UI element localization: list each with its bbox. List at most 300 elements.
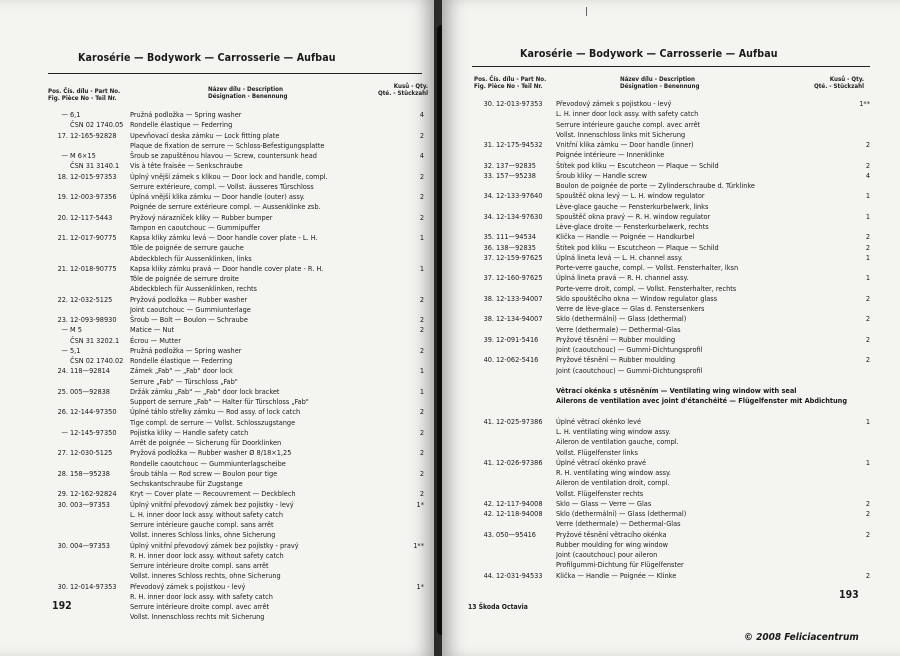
row-part-number: 12-133-97640	[496, 191, 543, 201]
row-part-number: 12-165-92828	[70, 130, 117, 140]
row-part-number: 138—92835	[496, 242, 536, 252]
parts-row	[46, 377, 424, 387]
parts-row	[46, 254, 424, 264]
parts-row	[46, 387, 424, 397]
row-part-number: M 5	[70, 325, 82, 335]
row-description: Plaque de fixation de serrure — Schloss-Befestigungsplatte	[130, 140, 325, 150]
page-header-right: Karosérie — Bodywork — Carrosserie — Aufbau	[520, 48, 778, 60]
row-description: Vnitřní klika zámku — Door handle (inner)	[556, 140, 694, 149]
row-quantity: 2	[865, 355, 870, 365]
row-description: Kryt — Cover plate — Recouvrement — Deckblech	[130, 489, 296, 499]
parts-row	[472, 509, 870, 519]
row-description: Porte-verre droit, compl. — Vollst. Fensterhalter, rechts	[556, 283, 737, 293]
row-description: Pryžový nárazníček kliky — Rubber bumper	[130, 212, 273, 222]
row-quantity: 2	[419, 345, 424, 355]
row-quantity: 1*	[416, 581, 424, 591]
row-part-number: 118—92814	[70, 366, 110, 376]
row-description: Poignée de serrure extérieure compl. — Aussenklinke zsb.	[130, 202, 321, 212]
row-description: Lève-glace droite — Fensterkurbelwerk, rechts	[556, 222, 709, 231]
row-description: Vollst. inneres Schloss links, ohne Sicherung	[130, 530, 276, 540]
row-position: 38.	[483, 314, 494, 324]
row-quantity: 1	[865, 211, 870, 221]
row-position: 42.	[483, 498, 494, 508]
parts-row	[472, 427, 870, 437]
col-header-qty-left: Kusů - Qty. Qté. - Stückzahl	[378, 83, 428, 97]
row-part-number: 12-118-94008	[496, 509, 543, 518]
row-description: Sklo (dethermální) — Glass (dethermal)	[556, 314, 687, 324]
parts-row	[472, 212, 870, 222]
parts-row	[472, 171, 870, 181]
row-part-number: 12-014-97353	[70, 581, 117, 591]
row-quantity: 1**	[413, 540, 424, 550]
parts-row	[46, 551, 424, 561]
parts-row	[472, 499, 870, 509]
row-description: Kapsa kliky zámku levá — Door handle cover plate - L. H.	[130, 233, 318, 242]
row-position: 19.	[57, 192, 68, 201]
parts-row	[46, 582, 424, 592]
row-description: Držák zámku „Fab" — „Fab" door lock bracket	[130, 386, 280, 396]
row-quantity: 2	[865, 293, 870, 303]
row-quantity: 1	[419, 233, 424, 242]
row-description: Pryžové těsnění — Rubber moulding	[556, 334, 676, 344]
row-quantity: 2	[865, 498, 870, 508]
row-description: Klička — Handle — Poignée — Klinke	[556, 570, 677, 580]
row-position: 41.	[483, 416, 494, 426]
row-description: Úplná lineta pravá — R. H. channel assy.	[556, 273, 689, 283]
left-page	[0, 0, 434, 656]
row-description: Úplná lineta levá — L. H. channel assy.	[556, 252, 683, 262]
row-position: 39.	[483, 334, 494, 344]
row-description: Úplné větrací okénko levé	[556, 416, 642, 426]
row-position: 21.	[57, 263, 68, 273]
row-position: 21.	[57, 233, 68, 242]
parts-row	[472, 396, 870, 406]
row-description: Pryžová podložka — Rubber washer	[130, 294, 248, 304]
parts-row	[472, 314, 870, 324]
parts-row	[472, 181, 870, 191]
row-description: Spouštěč okna pravý — R. H. window regulator	[556, 211, 711, 221]
row-part-number: 12-026-97386	[496, 457, 543, 467]
row-quantity: 1**	[859, 99, 870, 108]
parts-row	[472, 294, 870, 304]
row-position: 27.	[57, 448, 68, 458]
row-quantity: 1	[419, 386, 424, 396]
row-description: Serrure „Fab" — Türschloss „Fab"	[130, 376, 238, 386]
row-description: Serrure intérieure gauche compl. avec arrêt	[556, 119, 701, 129]
footnote: 13 Škoda Octavia	[468, 603, 528, 611]
row-position: 22.	[57, 294, 68, 304]
row-description: L. H. inner door lock assy. without safety catch	[130, 509, 284, 519]
row-position: 30.	[483, 99, 494, 108]
parts-row	[472, 161, 870, 171]
row-quantity: 2	[865, 140, 870, 149]
row-position: 30.	[57, 499, 68, 509]
parts-row	[472, 417, 870, 427]
row-position: 23.	[57, 315, 68, 324]
parts-row	[472, 202, 870, 212]
row-quantity: 2	[419, 407, 424, 417]
row-description: Rondelle élastique — Federring	[130, 356, 233, 365]
row-description: Sechskantschraube für Zugstange	[130, 479, 243, 488]
parts-row	[472, 489, 870, 499]
row-description: Šroub — Bolt — Boulon — Schraube	[130, 315, 248, 324]
row-quantity: 1	[865, 191, 870, 201]
row-description: Kapsa kliky zámku pravá — Door handle cover plate - R. H.	[130, 263, 324, 273]
row-description: Vis à tête fraisée — Senkschraube	[130, 161, 243, 171]
row-part-number: 12-134-94007	[496, 314, 543, 324]
row-quantity: 2	[865, 314, 870, 324]
row-description: Arrêt de poignée — Sicherung für Doorklinken	[130, 438, 282, 447]
parts-row	[46, 284, 424, 294]
row-description: Abdeckblech für Aussenklinken, rechts	[130, 284, 257, 294]
row-part-number: 6,1	[70, 110, 81, 119]
parts-row	[46, 131, 424, 141]
row-position: 30.	[57, 581, 68, 591]
row-description: Pryžové těsnění větracího okénka	[556, 529, 667, 539]
row-description: Lève-glace gauche — Fensterkurbelwerk, links	[556, 201, 709, 211]
row-part-number: 005—92838	[70, 386, 110, 396]
row-quantity: 4	[419, 110, 424, 119]
row-description: Vollst. inneres Schloss rechts, ohne Sicherung	[130, 571, 281, 581]
row-part-number: 12-015-97353	[70, 171, 117, 181]
parts-row	[472, 335, 870, 345]
row-description: Verre (dethermale) — Dethermal-Glas	[556, 519, 681, 529]
row-quantity: 4	[419, 151, 424, 160]
row-part-number: 12-003-97356	[70, 192, 117, 201]
parts-row	[46, 418, 424, 428]
row-description: Úplné táhlo střelky zámku — Rod assy. of lock catch	[130, 407, 301, 417]
row-part-number: 111—94534	[496, 232, 536, 242]
copyright-watermark: © 2008 Feliciacentrum	[744, 632, 859, 643]
row-description: Serrure intérieure droite compl. avec arrêt	[130, 602, 270, 611]
row-description: Porte-verre gauche, compl. — Vollst. Fensterhalter, lksn	[556, 263, 739, 272]
row-part-number: ČSN 02 1740.02	[70, 356, 124, 365]
row-position: 43.	[483, 529, 494, 539]
row-quantity: 2	[419, 294, 424, 304]
row-part-number: ČSN 31 3140.1	[70, 161, 120, 171]
row-description: Poignée intérieure — Innenklinke	[556, 150, 665, 160]
row-description: L. H. ventilating wing window assy.	[556, 427, 671, 436]
col-header-desc-right: Název dílu - Description Désignation - Benennung	[620, 76, 700, 90]
row-description: Sklo — Glass — Verre — Glas	[556, 498, 652, 508]
parts-row	[472, 478, 870, 488]
parts-row	[46, 561, 424, 571]
parts-row	[46, 110, 424, 120]
parts-row	[46, 612, 424, 622]
parts-row	[46, 172, 424, 182]
parts-row	[46, 397, 424, 407]
row-description: Pružná podložka — Spring washer	[130, 110, 242, 119]
row-position: 32.	[483, 160, 494, 170]
row-description: Rondelle caoutchouc — Gummiunterlagscheibe	[130, 458, 286, 468]
row-description: Joint (caoutchouc) — Gummi-Dichtungsprofil	[556, 345, 703, 354]
row-quantity: 2	[419, 130, 424, 140]
parts-row	[46, 520, 424, 530]
row-description: Pryžové těsnění — Rubber moulding	[556, 355, 676, 365]
parts-row	[46, 336, 424, 346]
row-description: Sklo spouštěcího okna — Window regulator glass	[556, 293, 718, 303]
row-description: Tige compl. de serrure — Vollst. Schlosszugstange	[130, 417, 296, 427]
parts-row	[472, 304, 870, 314]
row-position: 36.	[483, 242, 494, 252]
parts-row	[46, 295, 424, 305]
parts-row	[472, 407, 870, 417]
row-position: 34.	[483, 191, 494, 201]
row-description: Support de serrure „Fab" — Halter für Türschloss „Fab"	[130, 397, 309, 406]
row-description: Rubber moulding for wing window	[556, 539, 668, 549]
row-description: Serrure extérieure, compl. — Vollst. äusseres Türschloss	[130, 181, 314, 191]
parts-row	[472, 550, 870, 560]
parts-row	[46, 161, 424, 171]
parts-row	[472, 222, 870, 232]
row-description: Úplná vnější klika zámku — Door handle (outer) assy.	[130, 192, 305, 201]
col-header-desc-left: Název dílu - Description Désignation - Benennung	[208, 86, 288, 100]
row-quantity: 1*	[416, 499, 424, 509]
parts-row	[46, 243, 424, 253]
row-part-number: 158—95238	[70, 468, 110, 478]
row-position: 31.	[483, 140, 494, 149]
row-part-number: 050—95416	[496, 529, 536, 539]
parts-row	[46, 500, 424, 510]
row-part-number: 12-018-90775	[70, 263, 117, 273]
parts-row	[472, 109, 870, 119]
parts-row	[46, 120, 424, 130]
parts-list-left	[46, 110, 424, 623]
row-quantity: 2	[419, 315, 424, 324]
row-part-number: 004—97353	[70, 540, 110, 550]
row-quantity: 1	[419, 263, 424, 273]
parts-row	[46, 469, 424, 479]
parts-row	[46, 541, 424, 551]
parts-row	[472, 437, 870, 447]
row-quantity: 2	[865, 529, 870, 539]
row-description: Vollst. Flügelfenster links	[556, 447, 638, 457]
row-position: 26.	[57, 407, 68, 417]
parts-row	[46, 571, 424, 581]
row-description: Šroub se zapuštěnou hlavou — Screw, countersunk head	[130, 151, 317, 160]
parts-row	[46, 151, 424, 161]
row-description: Pružná podložka — Spring washer	[130, 345, 242, 355]
row-quantity: 1	[865, 416, 870, 426]
parts-row	[46, 141, 424, 151]
row-position: 20.	[57, 212, 68, 222]
row-position: 38.	[483, 293, 494, 303]
row-position: —	[61, 325, 68, 335]
row-position: 40.	[483, 355, 494, 365]
row-part-number: 12-145-97350	[70, 427, 117, 437]
row-quantity: 1	[419, 366, 424, 376]
parts-row	[472, 376, 870, 386]
page-number-left: 192	[52, 600, 72, 612]
row-part-number: ČSN 31 3202.1	[70, 335, 120, 345]
row-quantity: 2	[865, 232, 870, 242]
row-quantity: 2	[419, 325, 424, 335]
row-part-number: 137—92835	[496, 160, 536, 170]
parts-row	[46, 438, 424, 448]
row-description: Větrací okénka s utěsněním — Ventilating wing window with seal	[556, 386, 797, 395]
row-quantity: 2	[865, 509, 870, 518]
row-description: Pryžová podložka — Rubber washer Ø 8/18×1,25	[130, 448, 292, 458]
row-description: Vollst. Flügelfenster rechts	[556, 488, 644, 498]
row-description: Sklo (dethermální) — Glass (dethermal)	[556, 509, 687, 518]
row-description: Zámek „Fab" — „Fab" door lock	[130, 366, 233, 376]
row-part-number: ČSN 02 1740.05	[70, 120, 124, 130]
scan-mark: |	[585, 7, 588, 17]
row-position: —	[61, 151, 68, 160]
row-description: Joint caoutchouc — Gummiunterlage	[130, 304, 251, 314]
row-part-number: 12-062-5416	[496, 355, 539, 365]
row-position: 29.	[57, 489, 68, 499]
parts-row	[46, 202, 424, 212]
parts-row	[46, 459, 424, 469]
parts-row	[472, 150, 870, 160]
parts-row	[46, 448, 424, 458]
parts-row	[46, 428, 424, 438]
parts-row	[46, 489, 424, 499]
row-position: 41.	[483, 457, 494, 467]
row-description: Verre de lève-glace — Glas d. Fenstersenkers	[556, 304, 705, 313]
row-position: 30.	[57, 540, 68, 550]
row-part-number: 12-025-97386	[496, 416, 543, 426]
row-description: Úplné větrací okénko pravé	[556, 457, 647, 467]
parts-row	[472, 560, 870, 570]
row-description: Úplný vnější zámek s klikou — Door lock and handle, compl.	[130, 171, 328, 181]
row-quantity: 2	[419, 212, 424, 222]
parts-row	[472, 530, 870, 540]
row-quantity: 1	[865, 252, 870, 262]
row-description: Boulon de poignée de porte — Zylinderschraube d. Türklinke	[556, 181, 755, 190]
row-quantity: 2	[865, 570, 870, 580]
parts-row	[46, 346, 424, 356]
parts-row	[472, 253, 870, 263]
row-quantity: 1	[865, 273, 870, 283]
row-description: Šroub táhla — Rod screw — Boulon pour tige	[130, 468, 278, 478]
row-position: 42.	[483, 509, 494, 518]
row-description: Verre (dethermale) — Dethermal-Glas	[556, 324, 681, 334]
row-position: —	[61, 110, 68, 119]
col-header-qty-right: Kusů - Qty. Qté. - Stückzahl	[814, 76, 864, 90]
parts-row	[472, 243, 870, 253]
row-position: 34.	[483, 211, 494, 221]
parts-row	[472, 120, 870, 130]
row-description: Převodový zámek s pojistkou - levý	[130, 581, 246, 591]
parts-row	[472, 140, 870, 150]
row-description: Tampon en caoutchouc — Gummipuffer	[130, 222, 261, 232]
parts-row	[46, 510, 424, 520]
row-description: Vollst. Innenschloss links mit Sicherung	[556, 129, 686, 139]
row-part-number: 12-117-5443	[70, 212, 113, 222]
row-description: Pojistka kliky — Handle safety catch	[130, 427, 249, 437]
row-position: —	[61, 427, 68, 437]
row-quantity: 2	[419, 192, 424, 201]
right-page	[442, 0, 900, 656]
row-quantity: 2	[865, 160, 870, 170]
header-rule-left	[48, 73, 422, 74]
col-header-part-right: Pos. Čís. dílu - Part No. Fig. Pièce No - Teil Nr.	[474, 76, 547, 90]
parts-row	[46, 264, 424, 274]
row-quantity: 2	[419, 448, 424, 458]
parts-row	[472, 284, 870, 294]
row-description: Tôle de poignée de serrure droite	[130, 274, 239, 283]
parts-row	[472, 468, 870, 478]
row-description: Štítek pod kliku — Escutcheon — Plaque — Schild	[556, 160, 719, 170]
parts-row	[472, 519, 870, 529]
row-description: Rondelle élastique — Federring	[130, 120, 233, 130]
parts-row	[46, 213, 424, 223]
row-description: Écrou — Mutter	[130, 335, 181, 345]
row-description: L. H. inner door lock assy. with safety catch	[556, 109, 699, 119]
row-part-number: 12-133-94007	[496, 293, 543, 303]
parts-row	[46, 325, 424, 335]
row-quantity: 2	[419, 427, 424, 437]
parts-row	[472, 99, 870, 109]
parts-row	[46, 479, 424, 489]
row-description: Serrure intérieure gauche compl. sans arrêt	[130, 520, 274, 529]
parts-row	[46, 223, 424, 233]
row-description: Aileron de ventilation gauche, compl.	[556, 437, 679, 447]
parts-row	[472, 386, 870, 396]
row-description: Serrure intérieure droite compl. sans arrêt	[130, 561, 269, 570]
parts-row	[46, 592, 424, 602]
row-part-number: 12-093-98930	[70, 315, 117, 324]
parts-row	[46, 305, 424, 315]
row-part-number: 12-013-97353	[496, 99, 543, 108]
row-position: 37.	[483, 273, 494, 283]
row-position: 33.	[483, 170, 494, 180]
row-description: Úplný vnitřní převodový zámek bez pojistky - levý	[130, 499, 294, 509]
row-quantity: 2	[419, 489, 424, 499]
row-quantity: 2	[865, 242, 870, 252]
parts-row	[472, 191, 870, 201]
row-description: Tôle de poignée de serrure gauche	[130, 243, 244, 253]
parts-row	[472, 325, 870, 335]
row-description: Vollst. Innenschloss rechts mit Sicherung	[130, 612, 265, 622]
row-position: 25.	[57, 386, 68, 396]
parts-row	[472, 130, 870, 140]
row-description: Klička — Handle — Poignée — Handkurbel	[556, 232, 695, 242]
row-description: Profilgummi-Dichtung für Flügelfenster	[556, 560, 684, 570]
parts-row	[472, 458, 870, 468]
row-description: Matice — Nut	[130, 325, 175, 335]
row-position: 28.	[57, 468, 68, 478]
row-part-number: 12-160-97625	[496, 273, 543, 283]
parts-row	[472, 273, 870, 283]
row-description: Štítek pod kliku — Escutcheon — Plaque — Schild	[556, 242, 719, 252]
row-part-number: M 6×15	[70, 151, 96, 160]
row-description: Aileron de ventilation droit, compl.	[556, 478, 670, 488]
parts-row	[472, 355, 870, 365]
row-part-number: 12-091-5416	[496, 334, 539, 344]
row-part-number: 157—95238	[496, 170, 536, 180]
row-description: R. H. inner door lock assy. with safety catch	[130, 591, 273, 601]
row-description: Ailerons de ventilation avec joint d'étanchéité — Flügelfenster mit Abdichtung	[556, 396, 848, 406]
parts-row	[472, 263, 870, 273]
parts-row	[472, 366, 870, 376]
row-quantity: 2	[865, 334, 870, 344]
parts-row	[46, 315, 424, 325]
row-part-number: 12-175-94532	[496, 140, 543, 149]
parts-row	[46, 407, 424, 417]
row-position: 44.	[483, 570, 494, 580]
row-position: 24.	[57, 366, 68, 376]
parts-row	[46, 274, 424, 284]
row-position: 35.	[483, 232, 494, 242]
row-description: Převodový zámek s pojistkou - levý	[556, 99, 672, 108]
parts-row	[472, 448, 870, 458]
parts-row	[46, 602, 424, 612]
parts-row	[472, 540, 870, 550]
row-position: 37.	[483, 252, 494, 262]
